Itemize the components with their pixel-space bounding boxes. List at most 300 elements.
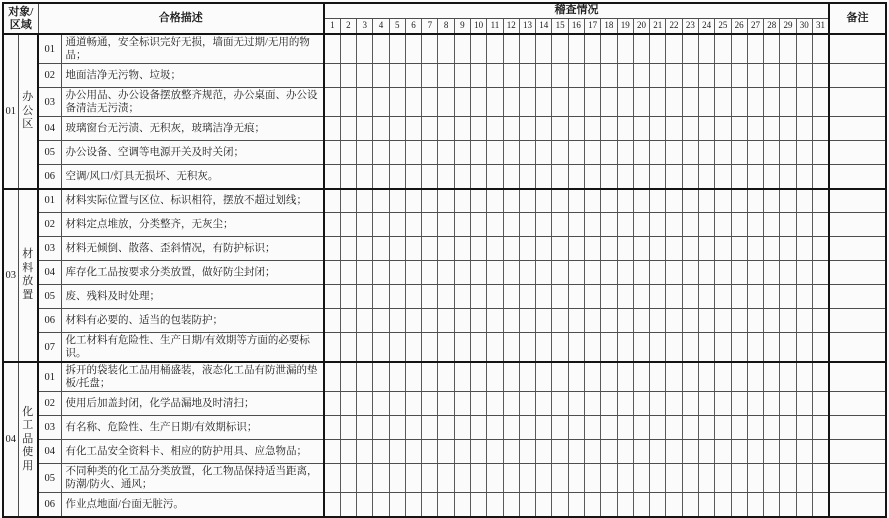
day-cell: [568, 392, 584, 416]
day-column-header: 8: [438, 18, 454, 34]
day-cell: [487, 416, 503, 440]
day-cell: [780, 64, 796, 88]
day-cell: [422, 64, 438, 88]
day-cell: [715, 416, 731, 440]
day-cell: [764, 141, 780, 165]
day-cell: [780, 165, 796, 189]
day-cell: [519, 237, 535, 261]
day-cell: [601, 416, 617, 440]
day-cell: [471, 237, 487, 261]
day-cell: [666, 285, 682, 309]
day-cell: [698, 34, 714, 64]
day-cell: [617, 64, 633, 88]
day-cell: [585, 464, 601, 493]
day-cell: [764, 309, 780, 333]
item-description: 不同种类的化工品分类放置，化工物品保持适当距离，防潮/防火、通风；: [61, 464, 324, 493]
day-column-header: 23: [682, 18, 698, 34]
day-cell: [324, 392, 340, 416]
day-cell: [405, 88, 421, 117]
day-cell: [682, 464, 698, 493]
item-number: 03: [38, 416, 61, 440]
day-cell: [633, 64, 649, 88]
checklist-row: [3, 362, 886, 392]
day-cell: [666, 117, 682, 141]
day-cell: [373, 189, 389, 213]
day-cell: [568, 64, 584, 88]
day-cell: [487, 493, 503, 517]
day-cell: [357, 165, 373, 189]
day-cell: [568, 309, 584, 333]
day-cell: [796, 285, 812, 309]
day-cell: [454, 213, 470, 237]
day-cell: [438, 362, 454, 392]
day-cell: [650, 213, 666, 237]
day-cell: [487, 88, 503, 117]
day-cell: [731, 34, 747, 64]
day-cell: [373, 237, 389, 261]
day-cell: [585, 285, 601, 309]
checklist-row: [3, 88, 886, 117]
day-cell: [324, 416, 340, 440]
day-cell: [650, 493, 666, 517]
day-cell: [698, 237, 714, 261]
day-cell: [340, 285, 356, 309]
day-cell: [682, 213, 698, 237]
day-cell: [601, 333, 617, 363]
day-cell: [373, 141, 389, 165]
day-cell: [389, 34, 405, 64]
day-cell: [650, 362, 666, 392]
day-cell: [536, 392, 552, 416]
day-cell: [552, 117, 568, 141]
day-cell: [568, 362, 584, 392]
day-cell: [650, 117, 666, 141]
day-cell: [731, 285, 747, 309]
item-number: 02: [38, 64, 61, 88]
day-cell: [438, 34, 454, 64]
day-cell: [422, 213, 438, 237]
day-cell: [585, 416, 601, 440]
day-cell: [601, 189, 617, 213]
day-column-header: 1: [324, 18, 340, 34]
day-cell: [536, 117, 552, 141]
day-cell: [764, 117, 780, 141]
day-cell: [471, 165, 487, 189]
day-cell: [601, 285, 617, 309]
day-cell: [812, 440, 829, 464]
day-cell: [487, 392, 503, 416]
day-cell: [454, 285, 470, 309]
day-cell: [796, 117, 812, 141]
day-cell: [340, 117, 356, 141]
day-cell: [405, 285, 421, 309]
day-cell: [698, 64, 714, 88]
day-cell: [471, 440, 487, 464]
day-cell: [617, 493, 633, 517]
day-cell: [731, 416, 747, 440]
day-cell: [601, 213, 617, 237]
day-cell: [536, 285, 552, 309]
day-cell: [812, 362, 829, 392]
item-description: 办公设备、空调等电源开关及时关闭；: [61, 141, 324, 165]
day-cell: [438, 285, 454, 309]
day-column-header: 10: [471, 18, 487, 34]
day-cell: [764, 237, 780, 261]
day-cell: [780, 464, 796, 493]
day-cell: [454, 362, 470, 392]
item-number: 01: [38, 189, 61, 213]
day-cell: [666, 141, 682, 165]
day-cell: [764, 34, 780, 64]
day-cell: [503, 285, 519, 309]
day-cell: [731, 165, 747, 189]
checklist-row: [3, 464, 886, 493]
day-cell: [454, 189, 470, 213]
day-cell: [405, 64, 421, 88]
day-cell: [405, 464, 421, 493]
day-cell: [585, 88, 601, 117]
column-header-object-area: 对象/区域: [3, 3, 38, 34]
day-cell: [373, 440, 389, 464]
day-cell: [764, 440, 780, 464]
day-cell: [633, 392, 649, 416]
day-cell: [731, 64, 747, 88]
day-cell: [324, 213, 340, 237]
day-cell: [373, 165, 389, 189]
day-cell: [666, 493, 682, 517]
day-cell: [698, 416, 714, 440]
day-cell: [812, 88, 829, 117]
day-cell: [454, 493, 470, 517]
item-description: 废、残料及时处理；: [61, 285, 324, 309]
day-cell: [536, 213, 552, 237]
item-number: 03: [38, 88, 61, 117]
day-cell: [650, 237, 666, 261]
day-cell: [715, 440, 731, 464]
day-cell: [666, 34, 682, 64]
day-cell: [682, 88, 698, 117]
day-cell: [666, 464, 682, 493]
day-cell: [552, 88, 568, 117]
day-cell: [666, 440, 682, 464]
day-cell: [585, 440, 601, 464]
remark-cell: [829, 392, 886, 416]
day-cell: [471, 464, 487, 493]
day-cell: [731, 117, 747, 141]
day-cell: [698, 165, 714, 189]
day-cell: [438, 464, 454, 493]
day-column-header: 24: [698, 18, 714, 34]
day-cell: [438, 117, 454, 141]
day-cell: [568, 493, 584, 517]
day-cell: [796, 237, 812, 261]
day-cell: [650, 464, 666, 493]
day-cell: [568, 237, 584, 261]
day-cell: [357, 141, 373, 165]
day-cell: [568, 165, 584, 189]
day-cell: [585, 392, 601, 416]
day-cell: [617, 392, 633, 416]
remark-cell: [829, 141, 886, 165]
day-cell: [650, 165, 666, 189]
day-cell: [601, 64, 617, 88]
day-cell: [731, 261, 747, 285]
day-cell: [552, 309, 568, 333]
day-cell: [780, 117, 796, 141]
day-cell: [812, 285, 829, 309]
day-cell: [389, 333, 405, 363]
day-cell: [552, 392, 568, 416]
day-cell: [585, 189, 601, 213]
day-cell: [812, 261, 829, 285]
remark-cell: [829, 117, 886, 141]
day-cell: [357, 34, 373, 64]
day-cell: [568, 141, 584, 165]
day-cell: [764, 189, 780, 213]
remark-cell: [829, 213, 886, 237]
checklist-row: [3, 309, 886, 333]
day-cell: [666, 392, 682, 416]
day-cell: [747, 392, 763, 416]
day-cell: [650, 333, 666, 363]
day-cell: [715, 189, 731, 213]
day-cell: [698, 392, 714, 416]
day-cell: [552, 416, 568, 440]
day-cell: [373, 416, 389, 440]
day-column-header: 28: [764, 18, 780, 34]
day-cell: [764, 333, 780, 363]
day-cell: [487, 333, 503, 363]
day-cell: [519, 64, 535, 88]
day-cell: [698, 261, 714, 285]
remark-cell: [829, 309, 886, 333]
day-cell: [601, 261, 617, 285]
day-cell: [340, 64, 356, 88]
day-cell: [503, 493, 519, 517]
remark-cell: [829, 362, 886, 392]
day-cell: [324, 493, 340, 517]
day-cell: [764, 88, 780, 117]
day-cell: [357, 493, 373, 517]
day-cell: [536, 141, 552, 165]
day-cell: [519, 213, 535, 237]
day-cell: [519, 440, 535, 464]
day-cell: [340, 261, 356, 285]
day-cell: [796, 392, 812, 416]
item-number: 05: [38, 464, 61, 493]
day-cell: [731, 440, 747, 464]
day-cell: [633, 237, 649, 261]
day-cell: [552, 464, 568, 493]
day-cell: [764, 64, 780, 88]
day-cell: [422, 362, 438, 392]
section-name: 材料放置: [18, 189, 38, 363]
day-cell: [422, 189, 438, 213]
day-cell: [617, 237, 633, 261]
day-cell: [503, 34, 519, 64]
checklist-row: [3, 416, 886, 440]
day-cell: [340, 237, 356, 261]
day-cell: [373, 309, 389, 333]
day-cell: [454, 88, 470, 117]
day-cell: [698, 213, 714, 237]
day-cell: [585, 333, 601, 363]
day-cell: [731, 213, 747, 237]
day-cell: [715, 285, 731, 309]
day-cell: [715, 213, 731, 237]
day-cell: [373, 261, 389, 285]
day-cell: [747, 237, 763, 261]
day-cell: [601, 34, 617, 64]
day-cell: [764, 362, 780, 392]
day-cell: [471, 285, 487, 309]
day-cell: [357, 117, 373, 141]
day-cell: [536, 88, 552, 117]
day-cell: [487, 309, 503, 333]
day-cell: [340, 416, 356, 440]
item-number: 06: [38, 165, 61, 189]
day-cell: [812, 493, 829, 517]
day-cell: [780, 493, 796, 517]
checklist-row: [3, 237, 886, 261]
day-cell: [780, 88, 796, 117]
day-cell: [422, 392, 438, 416]
day-cell: [422, 416, 438, 440]
day-cell: [780, 440, 796, 464]
day-cell: [796, 464, 812, 493]
day-cell: [324, 309, 340, 333]
day-cell: [633, 165, 649, 189]
day-column-header: 9: [454, 18, 470, 34]
checklist-row: [3, 117, 886, 141]
day-cell: [568, 333, 584, 363]
day-cell: [422, 333, 438, 363]
day-cell: [747, 309, 763, 333]
day-cell: [796, 213, 812, 237]
day-cell: [454, 34, 470, 64]
day-cell: [666, 165, 682, 189]
day-cell: [666, 213, 682, 237]
day-cell: [405, 392, 421, 416]
day-cell: [471, 493, 487, 517]
day-cell: [487, 213, 503, 237]
day-cell: [764, 464, 780, 493]
item-description: 使用后加盖封闭，化学品漏地及时清扫；: [61, 392, 324, 416]
day-cell: [698, 88, 714, 117]
day-cell: [715, 64, 731, 88]
column-header-inspection-status: 稽查情况: [324, 3, 829, 18]
day-cell: [796, 64, 812, 88]
day-cell: [650, 261, 666, 285]
day-cell: [471, 34, 487, 64]
day-cell: [552, 261, 568, 285]
checklist-row: [3, 440, 886, 464]
day-cell: [438, 165, 454, 189]
day-cell: [731, 309, 747, 333]
day-cell: [715, 362, 731, 392]
day-cell: [503, 88, 519, 117]
day-cell: [601, 165, 617, 189]
day-cell: [617, 88, 633, 117]
day-cell: [405, 165, 421, 189]
checklist-row: [3, 189, 886, 213]
day-cell: [617, 464, 633, 493]
day-column-header: 18: [601, 18, 617, 34]
day-cell: [650, 88, 666, 117]
day-cell: [585, 261, 601, 285]
day-cell: [585, 237, 601, 261]
day-column-header: 20: [633, 18, 649, 34]
day-cell: [796, 189, 812, 213]
day-cell: [666, 416, 682, 440]
day-cell: [324, 64, 340, 88]
day-cell: [747, 64, 763, 88]
day-cell: [357, 416, 373, 440]
day-cell: [503, 64, 519, 88]
day-cell: [519, 117, 535, 141]
day-cell: [633, 213, 649, 237]
day-cell: [731, 362, 747, 392]
day-cell: [568, 117, 584, 141]
day-cell: [812, 165, 829, 189]
day-cell: [715, 117, 731, 141]
day-cell: [471, 392, 487, 416]
day-cell: [568, 189, 584, 213]
day-cell: [503, 392, 519, 416]
item-description: 玻璃窗台无污渍、无积灰，玻璃洁净无痕；: [61, 117, 324, 141]
day-cell: [780, 362, 796, 392]
day-cell: [454, 64, 470, 88]
day-cell: [389, 416, 405, 440]
day-cell: [487, 189, 503, 213]
item-number: 04: [38, 440, 61, 464]
day-cell: [585, 362, 601, 392]
day-cell: [617, 416, 633, 440]
column-header-description: 合格描述: [38, 3, 324, 34]
item-number: 05: [38, 141, 61, 165]
remark-cell: [829, 64, 886, 88]
day-cell: [357, 464, 373, 493]
day-cell: [340, 362, 356, 392]
day-cell: [389, 362, 405, 392]
day-cell: [698, 440, 714, 464]
item-number: 02: [38, 392, 61, 416]
day-cell: [340, 34, 356, 64]
day-cell: [324, 362, 340, 392]
item-description: 材料无倾倒、散落、歪斜情况，有防护标识；: [61, 237, 324, 261]
day-cell: [552, 141, 568, 165]
day-cell: [438, 213, 454, 237]
day-cell: [682, 34, 698, 64]
day-cell: [666, 189, 682, 213]
day-cell: [552, 64, 568, 88]
header-row-titles: [3, 3, 886, 18]
day-cell: [796, 333, 812, 363]
day-column-header: 14: [536, 18, 552, 34]
day-cell: [650, 416, 666, 440]
remark-cell: [829, 237, 886, 261]
day-cell: [731, 333, 747, 363]
day-cell: [698, 333, 714, 363]
day-cell: [519, 285, 535, 309]
day-cell: [324, 165, 340, 189]
day-cell: [438, 416, 454, 440]
day-cell: [389, 213, 405, 237]
day-cell: [633, 261, 649, 285]
day-cell: [454, 333, 470, 363]
day-cell: [764, 165, 780, 189]
day-cell: [796, 261, 812, 285]
